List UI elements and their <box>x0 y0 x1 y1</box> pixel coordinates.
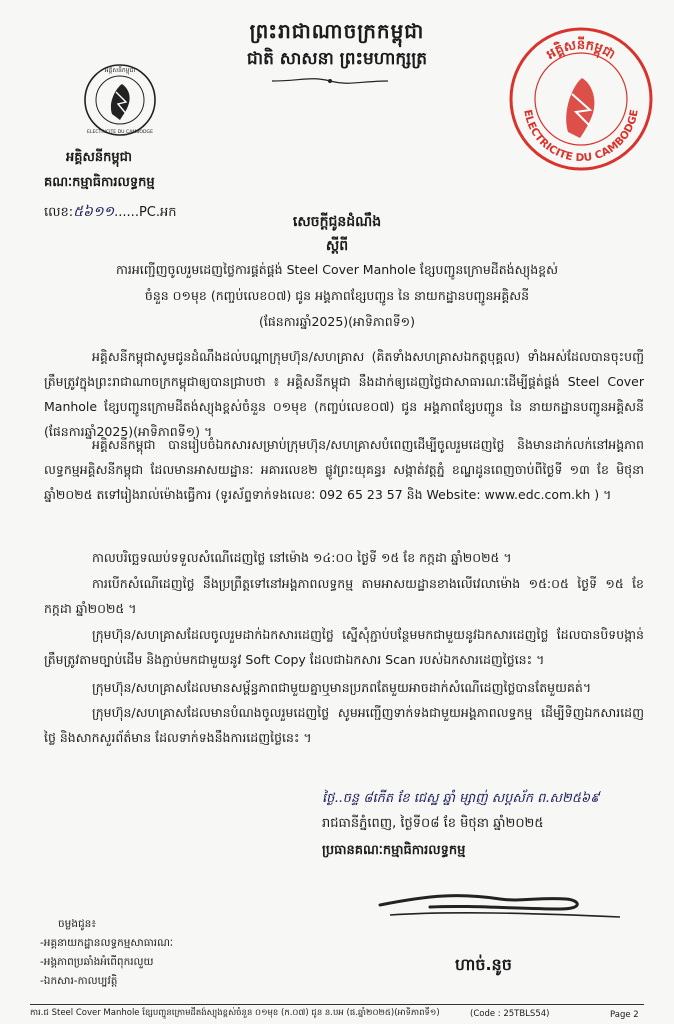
org-name: អគ្គិសនីកម្ពុជា <box>66 150 133 165</box>
notice-title: សេចក្តីជូនដំណឹង <box>292 214 382 230</box>
city-date: រាជធានីភ្នំពេញ, ថ្ងៃទី០៨ ខែ មិថុនា ឆ្នាំ២០២៥ <box>322 816 544 831</box>
edc-logo-icon <box>82 62 158 138</box>
cc-list <box>40 915 173 991</box>
subject-line-1: ការអញ្ជើញចូលរួមដេញថ្លៃការផ្គត់ផ្គង់ Steel Cover Manhole ខ្សែបញ្ជូនក្រោមដីតង់ស្យុងខ្ពស់ <box>115 262 559 277</box>
paragraph-announcement: អគ្គិសនីកម្ពុជាសូមជូនដំណឹងដល់បណ្តាក្រុមហ៊ុន/សហគ្រាស (គិតទាំងសហគ្រាសឯកត្តបុគ្គល) ទាំងអស់ដែលបានចុះបញ្ជីត្រឹមត្រូវក្នុងព្រះរាជាណាចក្រកម្ពុជាឲ្យបានជ្រាបថា ៖ អគ្គិសនីកម្ពុជា នឹងដាក់ឲ្យដេញថ្លៃជាសាធារណៈដើម្បីផ្គត់ផ្គង់ Steel Cover Manhole ខ្សែបញ្ជូនក្រោមដីតង់ស្យុងខ្ពស់ចំនួន ០១មុខ (កញ្ចប់លេខ០៧) ជូន អង្គភាពខ្សែបញ្ជូន នៃ នាយកដ្ឋានបញ្ជូនអគ្គិសនី (ផែនការឆ្នាំ2025)(អាទិភាពទី១) ។ <box>44 349 644 439</box>
signature-icon <box>370 875 630 935</box>
ref-number: ៥៦១១ <box>73 204 115 220</box>
ref-suffix: ......PC.អក <box>114 205 177 220</box>
logo-text-bottom: ELECTRICITE DU CAMBODGE <box>86 130 154 135</box>
cc-heading: ចម្លងជូន៖ <box>58 918 96 930</box>
national-motto: ជាតិ សាសនា ព្រះមហាក្សត្រ <box>246 49 428 69</box>
cc-item: -ឯកសារ-កាលប្បវត្តិ <box>40 975 118 987</box>
kingdom-heading: ព្រះរាជាណាចក្រកម្ពុជា <box>249 19 425 43</box>
paragraph-documents: អគ្គិសនីកម្ពុជា បានរៀបចំឯកសារសម្រាប់ក្រុមហ៊ុន/សហគ្រាសបំពេញដើម្បីចូលរួមដេញថ្លៃ និងមានដាក់លក់នៅអង្គភាពលទ្ធកម្មអគ្គិសនីកម្ពុជា ដែលមានអាសយដ្ឋានៈ អគារលេខ២ ផ្លូវព្រះយុគន្ធរ សង្កាត់វត្តភ្នំ ខណ្ឌដូនពេញចាប់ពីថ្ងៃទី ១៣ ខែ មិថុនា ឆ្នាំ២០២៥ តទៅរៀងរាល់ម៉ោងធ្វើការ (ទូរស័ព្ទទាក់ទងលេខៈ 092 65 23 57 និង Website: www.edc.com.kh ) ។ <box>44 437 644 502</box>
paragraph-contact: ក្រុមហ៊ុន/សហគ្រាសដែលមានបំណងចូលរួមដេញថ្លៃ សូមអញ្ជើញទាក់ទងជាមួយអង្គភាពលទ្ធកម្ម ដើម្បីទិញឯកសារដេញថ្លៃ និងសាកសួរព័ត៌មាន ដែលទាក់ទងនឹងការដេញថ្លៃនេះ ។ <box>44 705 644 745</box>
footer-text: ការ.ជ Steel Cover Manhole ខ្សែបញ្ជូនក្រោមដីតង់ស្យុងខ្ពស់ចំនួន ០១មុខ (ក.០៧) ជូន ន.បអ (ផ.ឆ្នាំ២០២៥)(អាទិភាពទី១) <box>30 1008 440 1018</box>
official-stamp-icon <box>506 24 656 174</box>
logo-text-top: អគ្គិសនីកម្ពុជា <box>104 67 136 74</box>
cc-item: -អង្គភាពប្រឆាំងអំពើពុករលួយ <box>40 956 154 968</box>
stamp-text-top: អគ្គិសនីកម្ពុជា <box>544 38 618 63</box>
paragraph-deadline: កាលបរិច្ឆេទឈប់ទទួលសំណើដេញថ្លៃ នៅម៉ោង ១៤:០០ ថ្ងៃទី ១៥ ខែ កក្កដា ឆ្នាំ២០២៥ ។ <box>92 550 512 565</box>
page-number: Page 2 <box>610 1010 639 1020</box>
lunar-date: ថ្ងៃ..ចន្ទ ៨កើត ខែ ជេស្ឋ ឆ្នាំ ម្សាញ់ សប្តស័ក ព.ស២៥៦៩ <box>322 791 600 806</box>
footer-code: (Code : 25TBLS54) <box>470 1009 550 1019</box>
paragraph-opening: ការបើកសំណើដេញថ្លៃ នឹងប្រព្រឹត្តទៅនៅអង្គភាពលទ្ធកម្ម តាមអាសយដ្ឋានខាងលើវេលាម៉ោង ១៥:០៥ ថ្ងៃទី ១៥ ខែ កក្កដា ឆ្នាំ២០២៥ ។ <box>44 576 644 616</box>
cc-item: -អគ្គនាយកដ្ឋានលទ្ធកម្មសាធារណៈ <box>40 937 174 949</box>
stamp-text-bottom: ELECTRICITE DU CAMBODGE <box>521 108 641 165</box>
paragraph-affiliates: ក្រុមហ៊ុន/សហគ្រាសដែលមានសម្ព័ន្ធភាពជាមួយគ្នាឬមានប្រភពតែមួយអាចដាក់សំណើដេញថ្លៃបានតែមួយគត់។ <box>92 680 592 695</box>
signatory-name: ហាច់.នូច <box>455 955 512 974</box>
paragraph-requirements: ក្រុមហ៊ុន/សហគ្រាសដែលចូលរួមដាក់ឯកសារដេញថ្លៃ ស្នើសុំភ្ជាប់បន្ថែមមកជាមួយនូវឯកសារដេញថ្លៃ ដែលបានបិទបង្កាន់ត្រឹមត្រូវតាមច្បាប់ដើម និងភ្ជាប់មកជាមួយនូវ Soft Copy ដែលជាឯកសារ Scan របស់ឯកសារដេញថ្លៃនេះ ។ <box>44 627 644 667</box>
ref-prefix: លេខ: <box>44 205 74 220</box>
notice-subtitle: ស្តីពី <box>325 238 349 254</box>
svg-text:អគ្គិសនីកម្ពុជា <box>543 36 617 63</box>
signatory-title: ប្រធានគណៈកម្មាធិការលទ្ធកម្ម <box>322 843 466 858</box>
motto-ornament <box>270 74 390 88</box>
committee-name: គណៈកម្មាធិការលទ្ធកម្ម <box>44 175 155 190</box>
subject-line-3: (ផែនការឆ្នាំ2025)(អាទិភាពទី១) <box>259 314 415 329</box>
subject-line-2: ចំនួន ០១មុខ (កញ្ចប់លេខ០៧) ជូន អង្គភាពខ្សែបញ្ជូន នៃ នាយកដ្ឋានបញ្ជូនអគ្គិសនី <box>144 288 530 303</box>
footer-divider <box>30 1004 644 1005</box>
